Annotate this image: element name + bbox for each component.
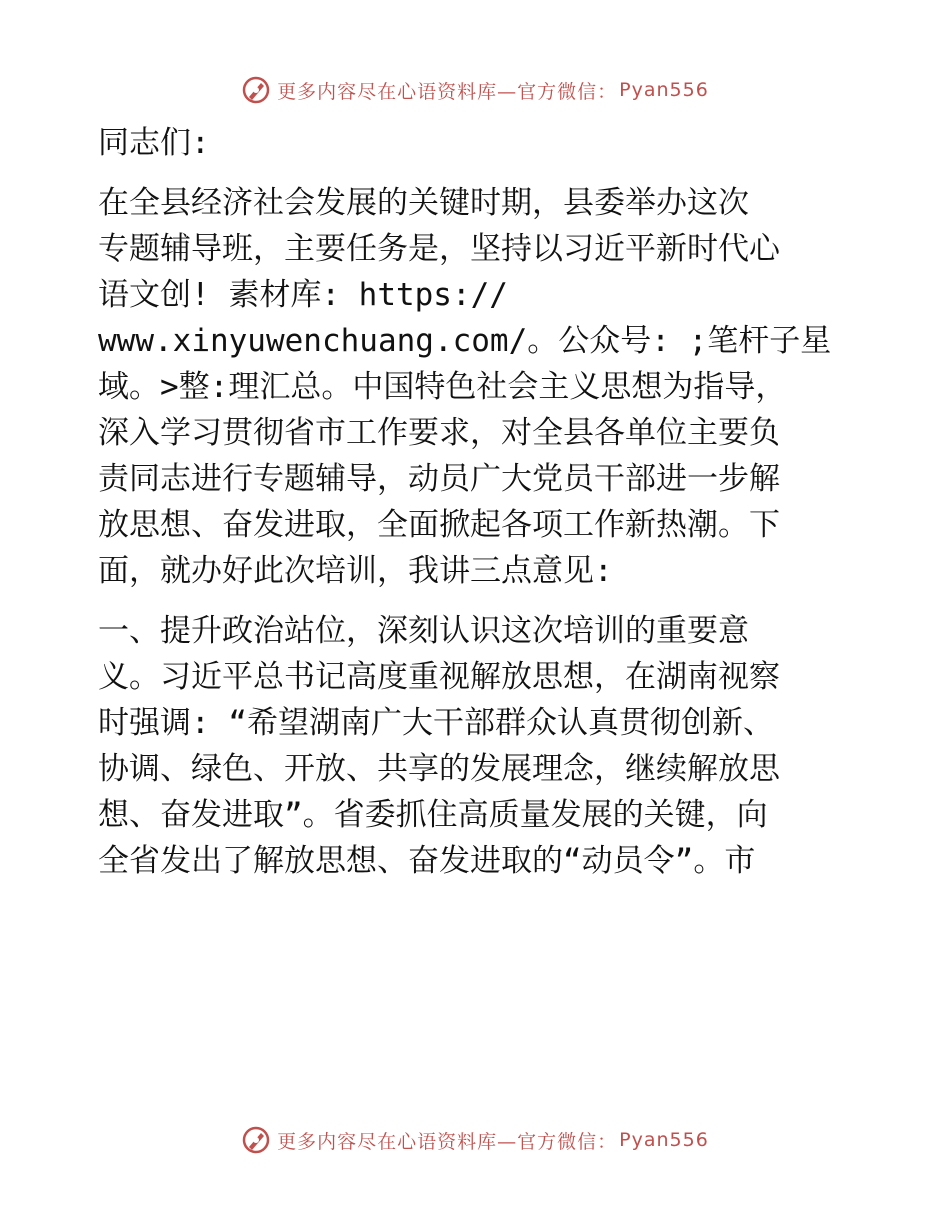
body-line: 面，就办好此次培训，我讲三点意见: <box>98 553 613 589</box>
banner-account: Pyan556 <box>619 1129 709 1151</box>
body-line: 想、奋发进取”。省委抓住高质量发展的关键，向 <box>98 797 768 833</box>
body-line: 放思想、奋发进取，全面掀起各项工作新热潮。下 <box>98 507 780 543</box>
banner-text: 更多内容尽在心语资料库—官方微信： <box>277 80 618 103</box>
body-line: 责同志进行专题辅导，动员广大党员干部进一步解 <box>98 461 780 497</box>
document-body <box>98 120 858 884</box>
section-heading-line: 一、提升政治站位，深刻认识这次培训的重要意 <box>98 613 749 649</box>
body-line: 义。习近平总书记高度重视解放思想，在湖南视察 <box>98 659 780 695</box>
body-line: 深入学习贯彻省市工作要求，对全县各单位主要负 <box>98 415 780 451</box>
body-line: www.xinyuwenchuang.com/。公众号: ;笔杆子星 <box>98 323 832 359</box>
header-watermark-banner <box>0 70 950 110</box>
body-line: 语文创! 素材库: https:// <box>98 277 508 313</box>
pen-logo-icon <box>241 75 271 105</box>
footer-watermark-banner <box>0 1120 950 1160</box>
body-line: 专题辅导班，主要任务是，坚持以习近平新时代心 <box>98 231 780 267</box>
pen-logo-icon <box>241 1125 271 1155</box>
body-line: 全省发出了解放思想、奋发进取的“动员令”。市 <box>98 843 756 879</box>
salutation-line: 同志们: <box>98 125 210 161</box>
body-line: 域。>整:理汇总。中国特色社会主义思想为指导， <box>98 369 787 405</box>
banner-text: 更多内容尽在心语资料库—官方微信： <box>277 1130 618 1153</box>
body-line: 在全县经济社会发展的关键时期，县委举办这次 <box>98 185 749 221</box>
body-line: 时强调: “希望湖南广大干部群众认真贯彻创新、 <box>98 705 774 741</box>
body-line: 协调、绿色、开放、共享的发展理念，继续解放思 <box>98 751 780 787</box>
banner-account: Pyan556 <box>619 79 709 101</box>
